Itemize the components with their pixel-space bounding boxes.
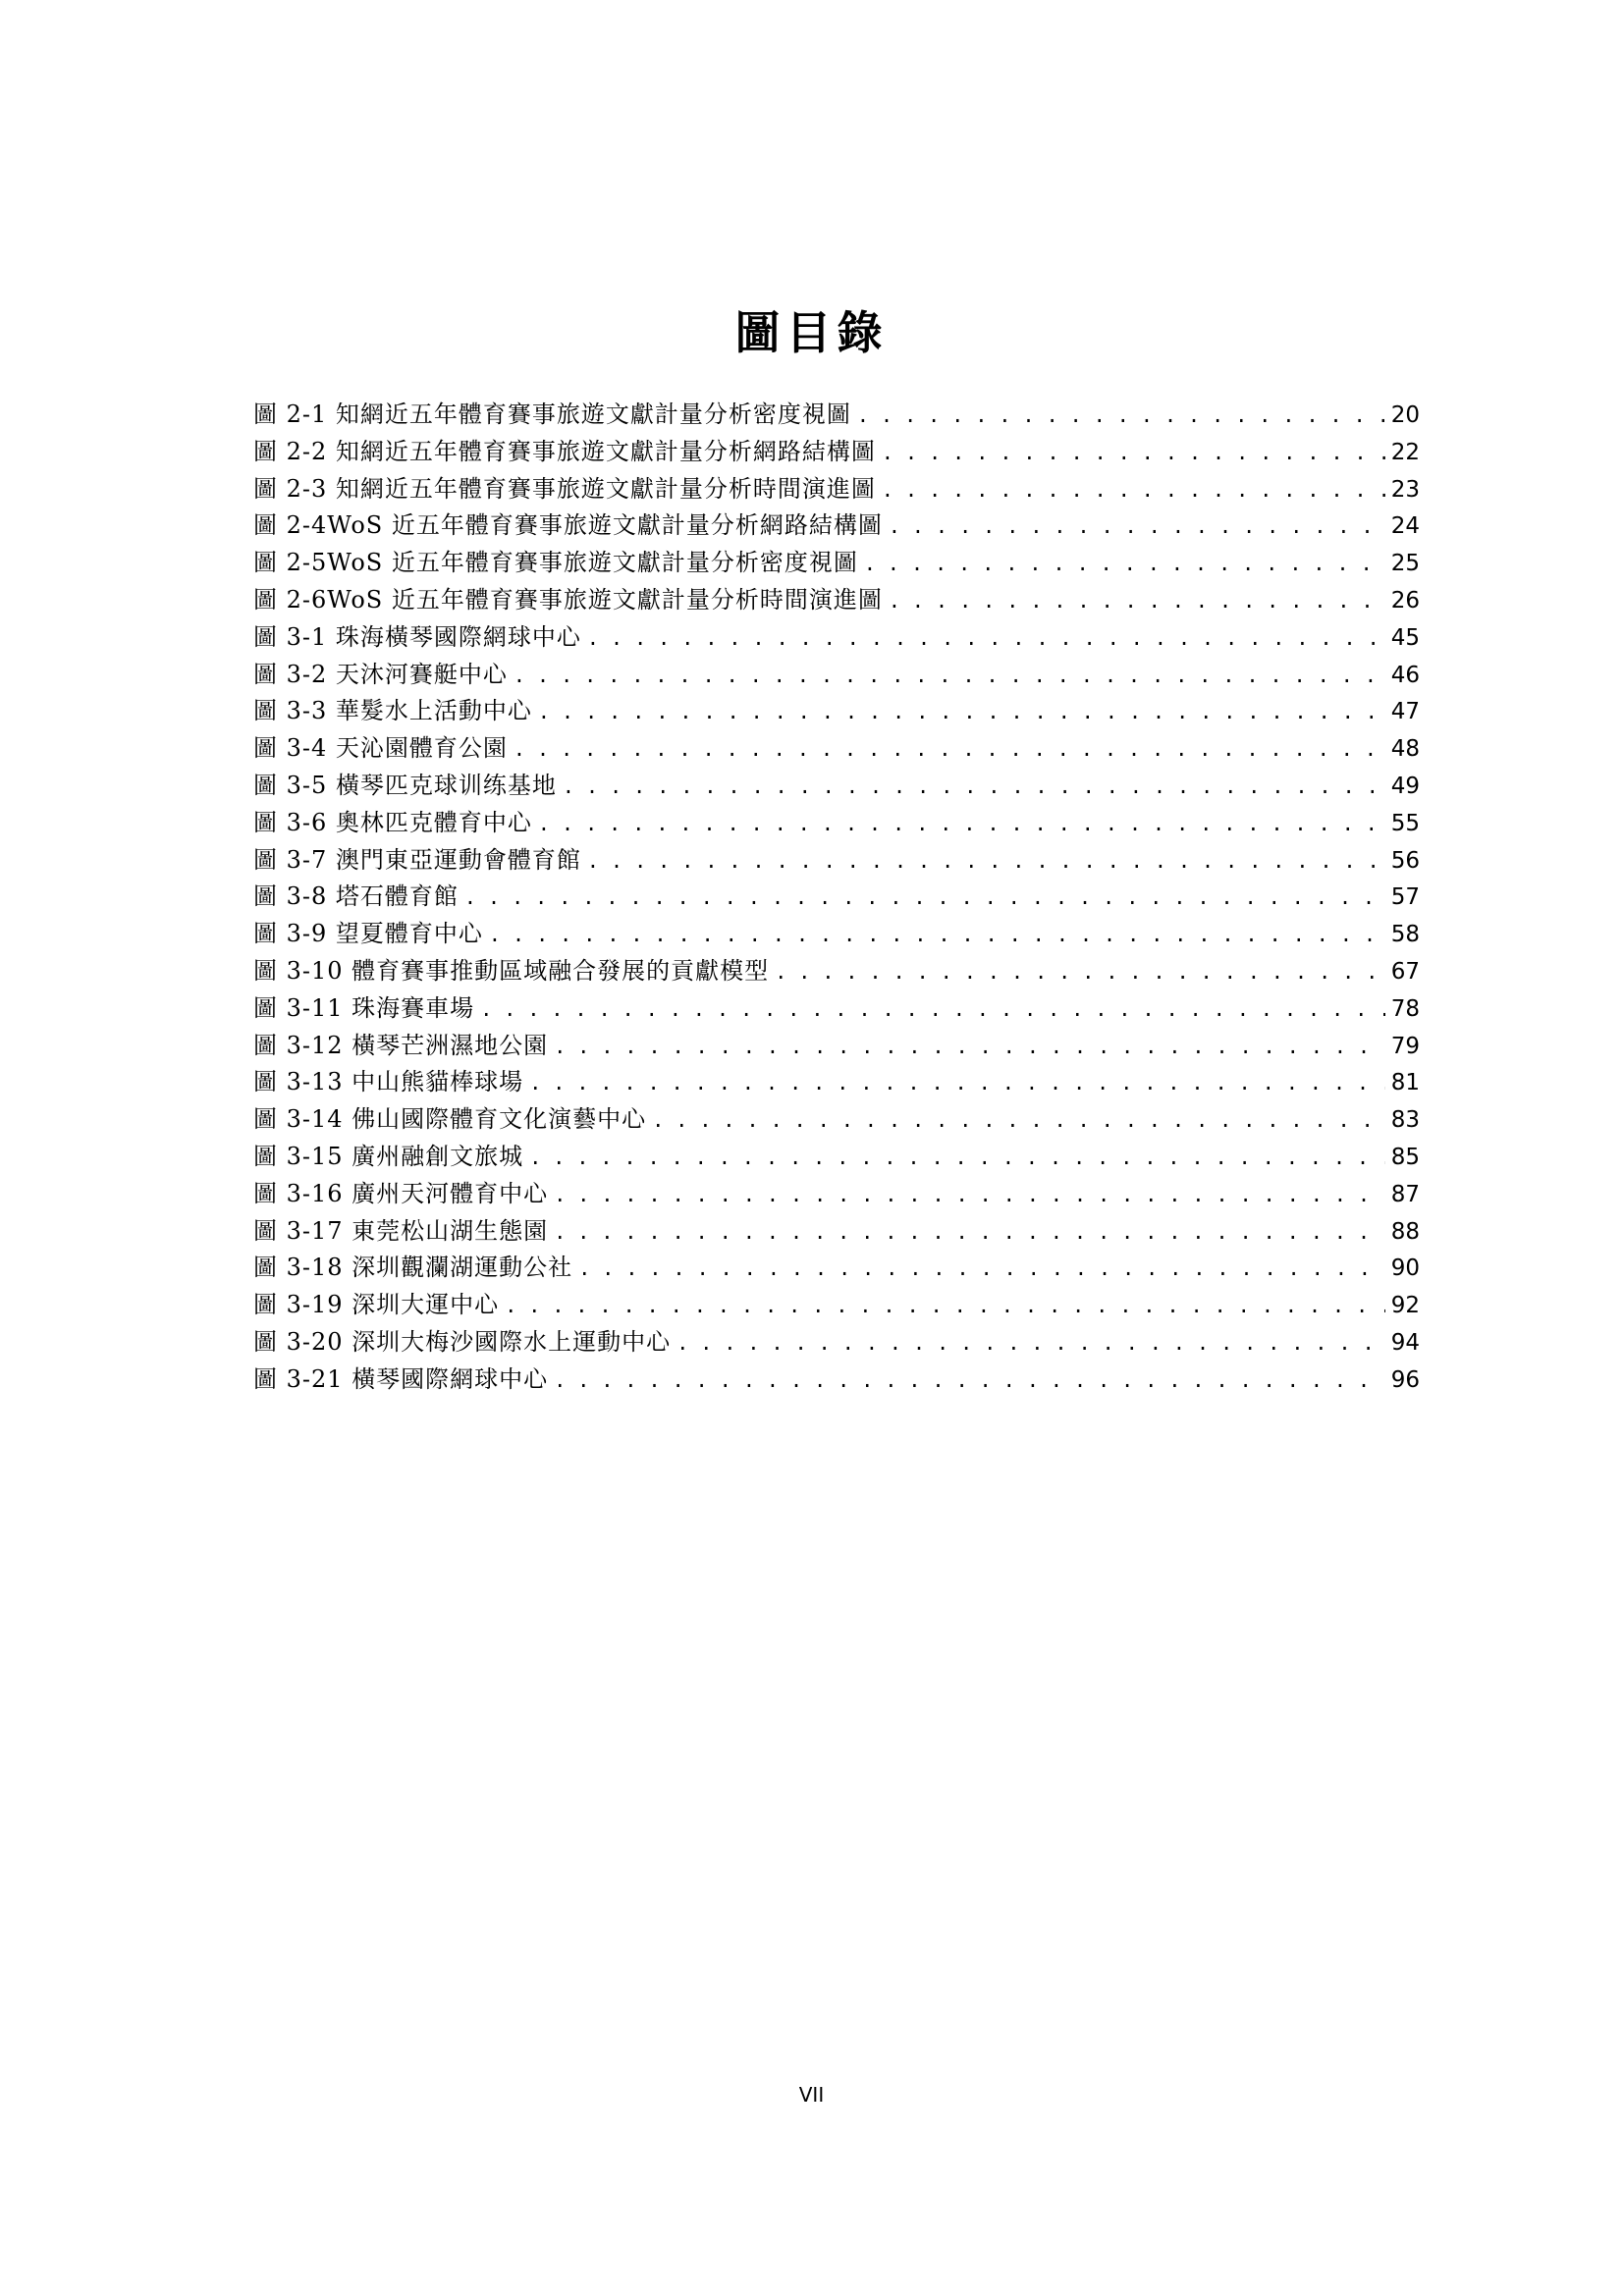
toc-entry-label: 圖 3-7 澳門東亞運動會體育館 <box>253 845 581 874</box>
toc-entry-page: 78 <box>1390 995 1420 1022</box>
toc-entry-label: 圖 3-3 華髮水上活動中心 <box>253 697 532 725</box>
dot-leader <box>538 694 1385 731</box>
dot-leader <box>676 1325 1385 1362</box>
toc-entry[interactable] <box>253 842 1420 880</box>
dot-leader <box>529 1140 1385 1177</box>
toc-entry[interactable] <box>253 434 1420 471</box>
dot-leader <box>889 583 1385 620</box>
toc-entry-label: 圖 2-6WoS 近五年體育賽事旅遊文獻計量分析時間演進圖 <box>253 585 883 614</box>
toc-entry-label: 圖 3-17 東莞松山湖生態園 <box>253 1216 549 1245</box>
toc-entry-page: 85 <box>1390 1144 1420 1170</box>
dot-leader <box>889 508 1385 546</box>
toc-entry-page: 49 <box>1390 773 1420 799</box>
toc-entry-page: 22 <box>1390 439 1420 465</box>
toc-entry-page: 92 <box>1390 1293 1420 1319</box>
toc-entry-page: 24 <box>1390 513 1420 540</box>
dot-leader <box>505 1288 1385 1325</box>
figure-list <box>253 397 1420 1399</box>
toc-entry-page: 67 <box>1390 958 1420 985</box>
toc-entry[interactable] <box>253 1213 1420 1251</box>
toc-entry-page: 94 <box>1390 1329 1420 1356</box>
toc-entry-label: 圖 3-12 橫琴芒洲濕地公園 <box>253 1031 549 1059</box>
dot-leader <box>529 1065 1385 1102</box>
toc-entry-page: 87 <box>1390 1181 1420 1207</box>
toc-entry-label: 圖 3-14 佛山國際體育文化演藝中心 <box>253 1105 647 1134</box>
toc-entry-label: 圖 2-4WoS 近五年體育賽事旅遊文獻計量分析網路結構圖 <box>253 511 883 540</box>
toc-entry-page: 20 <box>1390 402 1420 428</box>
toc-entry-page: 45 <box>1390 624 1420 651</box>
toc-entry[interactable] <box>253 1362 1420 1399</box>
toc-entry[interactable] <box>253 990 1420 1028</box>
toc-entry-label: 圖 3-13 中山熊貓棒球場 <box>253 1068 524 1096</box>
dot-leader <box>857 398 1385 435</box>
dot-leader <box>538 806 1385 843</box>
dot-leader <box>587 843 1385 881</box>
toc-entry[interactable] <box>253 916 1420 953</box>
toc-entry[interactable] <box>253 507 1420 545</box>
toc-entry-page: 56 <box>1390 847 1420 874</box>
toc-entry-label: 圖 2-2 知網近五年體育賽事旅遊文獻計量分析網路結構圖 <box>253 437 876 465</box>
dot-leader <box>652 1102 1385 1140</box>
toc-entry-label: 圖 3-9 望夏體育中心 <box>253 920 483 948</box>
toc-entry-page: 81 <box>1390 1070 1420 1096</box>
toc-entry-label: 圖 3-6 奧林匹克體育中心 <box>253 808 532 836</box>
toc-entry-label: 圖 2-5WoS 近五年體育賽事旅遊文獻計量分析密度視圖 <box>253 549 858 577</box>
toc-entry-page: 83 <box>1390 1107 1420 1134</box>
toc-entry-page: 79 <box>1390 1033 1420 1059</box>
toc-entry[interactable] <box>253 1287 1420 1324</box>
toc-entry[interactable] <box>253 953 1420 990</box>
toc-entry-page: 90 <box>1390 1255 1420 1282</box>
toc-entry[interactable] <box>253 805 1420 842</box>
toc-entry-label: 圖 3-20 深圳大梅沙國際水上運動中心 <box>253 1327 672 1356</box>
toc-entry-label: 圖 2-3 知網近五年體育賽事旅遊文獻計量分析時間演進圖 <box>253 474 876 503</box>
toc-entry[interactable] <box>253 1176 1420 1213</box>
toc-entry[interactable] <box>253 397 1420 434</box>
dot-leader <box>514 731 1385 769</box>
toc-entry-label: 圖 3-10 體育賽事推動區域融合發展的貢獻模型 <box>253 956 770 985</box>
toc-entry-page: 96 <box>1390 1366 1420 1393</box>
toc-entry[interactable] <box>253 1250 1420 1287</box>
dot-leader <box>882 472 1385 509</box>
dot-leader <box>514 658 1385 695</box>
dot-leader <box>578 1251 1385 1288</box>
toc-entry[interactable] <box>253 545 1420 582</box>
dot-leader <box>554 1177 1385 1214</box>
toc-entry-page: 23 <box>1390 476 1420 503</box>
toc-entry-label: 圖 3-5 橫琴匹克球训练基地 <box>253 771 557 799</box>
toc-entry-label: 圖 3-19 深圳大運中心 <box>253 1291 500 1319</box>
page-number: VII <box>798 2083 825 2107</box>
toc-entry[interactable] <box>253 657 1420 694</box>
toc-entry-label: 圖 3-2 天沐河賽艇中心 <box>253 660 508 688</box>
toc-entry[interactable] <box>253 1101 1420 1139</box>
toc-entry[interactable] <box>253 768 1420 805</box>
dot-leader <box>882 435 1385 472</box>
toc-entry-page: 25 <box>1390 551 1420 577</box>
toc-entry-label: 圖 3-11 珠海賽車場 <box>253 993 475 1022</box>
dot-leader <box>554 1362 1385 1400</box>
toc-entry-page: 47 <box>1390 699 1420 725</box>
dot-leader <box>554 1214 1385 1252</box>
toc-entry-label: 圖 3-16 廣州天河體育中心 <box>253 1179 549 1207</box>
toc-entry-page: 88 <box>1390 1218 1420 1245</box>
toc-entry[interactable] <box>253 1139 1420 1176</box>
toc-entry-label: 圖 3-15 廣州融創文旅城 <box>253 1142 524 1170</box>
toc-entry-page: 26 <box>1390 587 1420 614</box>
dot-leader <box>864 546 1385 583</box>
dot-leader <box>563 769 1385 806</box>
toc-entry[interactable] <box>253 582 1420 619</box>
dot-leader <box>489 917 1385 954</box>
toc-entry[interactable] <box>253 730 1420 768</box>
toc-entry[interactable] <box>253 1324 1420 1362</box>
dot-leader <box>554 1029 1385 1066</box>
toc-entry[interactable] <box>253 1028 1420 1065</box>
toc-entry-page: 57 <box>1390 884 1420 911</box>
toc-entry-page: 48 <box>1390 736 1420 763</box>
toc-entry[interactable] <box>253 693 1420 730</box>
toc-entry[interactable] <box>253 879 1420 916</box>
toc-entry-page: 58 <box>1390 922 1420 948</box>
toc-entry-label: 圖 3-18 深圳觀瀾湖運動公社 <box>253 1254 573 1282</box>
toc-entry-label: 圖 3-8 塔石體育館 <box>253 882 459 911</box>
toc-entry-label: 圖 3-4 天沁園體育公園 <box>253 734 508 763</box>
dot-leader <box>775 954 1385 991</box>
toc-entry-label: 圖 3-1 珠海橫琴國際網球中心 <box>253 622 581 651</box>
page-title: 圖目錄 <box>734 305 889 359</box>
toc-entry-label: 圖 3-21 橫琴國際網球中心 <box>253 1364 549 1393</box>
toc-entry-label: 圖 2-1 知網近五年體育賽事旅遊文獻計量分析密度視圖 <box>253 400 851 428</box>
toc-entry[interactable] <box>253 619 1420 657</box>
dot-leader <box>464 880 1385 917</box>
toc-entry[interactable] <box>253 1064 1420 1101</box>
toc-entry[interactable] <box>253 471 1420 508</box>
dot-leader <box>480 991 1385 1029</box>
toc-entry-page: 46 <box>1390 662 1420 688</box>
toc-entry-page: 55 <box>1390 810 1420 836</box>
dot-leader <box>587 620 1385 658</box>
